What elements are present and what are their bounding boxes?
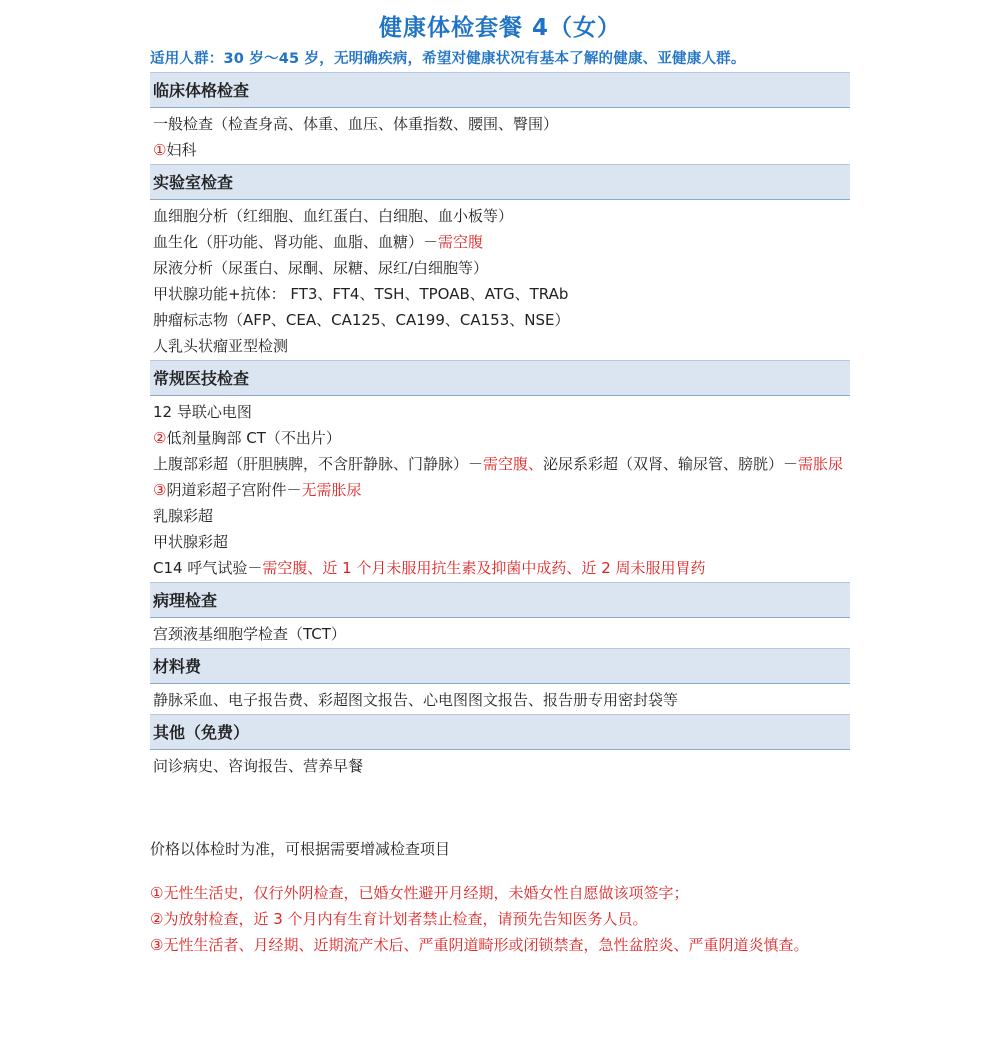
- section-items: [150, 618, 850, 648]
- item-text: 甲状腺彩超: [153, 533, 229, 551]
- item-note-text: 需空腹、: [483, 455, 544, 473]
- item-note-text: ③: [153, 481, 167, 499]
- section-items: [150, 396, 850, 582]
- item-text: 尿液分析（尿蛋白、尿酮、尿糖、尿红/白细胞等）: [153, 259, 489, 277]
- item-text: 一般检查（检查身高、体重、血压、体重指数、腰围、臀围）: [153, 115, 559, 133]
- item-note-text: 需胀尿: [798, 455, 844, 473]
- item-text: 问诊病史、咨询报告、营养早餐: [153, 757, 364, 775]
- exam-item: [153, 255, 850, 281]
- exam-item: [153, 111, 850, 137]
- exam-item: [153, 229, 850, 255]
- exam-item: [153, 621, 850, 647]
- item-note-text: ②: [153, 429, 167, 447]
- target-audience: 适用人群：30 岁～45 岁，无明确疾病，希望对健康状况有基本了解的健康、亚健康人群。: [150, 51, 746, 67]
- exam-item: [153, 307, 850, 333]
- item-text: 12 导联心电图: [153, 403, 252, 421]
- exam-item: [153, 399, 850, 425]
- exam-item: [153, 503, 850, 529]
- item-text: 乳腺彩超: [153, 507, 214, 525]
- exam-item: [153, 281, 850, 307]
- item-text: 甲状腺功能+抗体： FT3、FT4、TSH、TPOAB、ATG、TRAb: [153, 285, 569, 303]
- section-header: 病理检查: [150, 582, 850, 618]
- item-text: 阴道彩超子宫附件－: [166, 481, 302, 499]
- item-text: 上腹部彩超（肝胆胰脾，不含肝静脉、门静脉）－: [153, 455, 484, 473]
- price-note: 价格以体检时为准，可根据需要增减检查项目: [150, 840, 451, 858]
- package-document: [150, 0, 850, 958]
- sections-container: [150, 72, 850, 780]
- item-note-text: 无需胀尿: [301, 481, 362, 499]
- exam-item: [153, 425, 850, 451]
- page-title: 健康体检套餐 4（女）: [378, 15, 621, 41]
- section-items: [150, 684, 850, 714]
- item-text: 人乳头状瘤亚型检测: [153, 337, 289, 355]
- exam-item: [153, 137, 850, 163]
- item-text: 血生化（肝功能、肾功能、血脂、血糖）－: [153, 233, 439, 251]
- footnotes: [150, 880, 850, 958]
- footnote-3: ③无性生活者、月经期、近期流产术后、严重阴道畸形或闭锁禁查，急性盆腔炎、严重阴道炎慎查。: [150, 936, 809, 954]
- exam-item: [153, 687, 850, 713]
- exam-item: [153, 451, 850, 477]
- item-note-text: 需空腹、近 1 个月未服用抗生素及抑菌中成药、近 2 周未服用胃药: [262, 559, 706, 577]
- item-note-text: 需空腹: [438, 233, 484, 251]
- item-text: 泌尿系彩超（双肾、输尿管、膀胱）－: [543, 455, 799, 473]
- section-header: 其他（免费）: [150, 714, 850, 750]
- section-header: 常规医技检查: [150, 360, 850, 396]
- section-header: 材料费: [150, 648, 850, 684]
- exam-item: [153, 477, 850, 503]
- footnote-1: ①无性生活史，仅行外阴检查，已婚女性避开月经期，未婚女性自愿做该项签字；: [150, 884, 689, 902]
- item-text: 妇科: [166, 141, 197, 159]
- exam-item: [153, 529, 850, 555]
- footnote-2: ②为放射检查，近 3 个月内有生育计划者禁止检查，请预先告知医务人员。: [150, 910, 648, 928]
- exam-item: [153, 555, 850, 581]
- item-text: 宫颈液基细胞学检查（TCT）: [153, 625, 346, 643]
- spacer: [150, 780, 850, 836]
- item-text: C14 呼气试验－: [153, 559, 263, 577]
- section-items: [150, 200, 850, 360]
- item-text: 肿瘤标志物（AFP、CEA、CA125、CA199、CA153、NSE）: [153, 311, 570, 329]
- exam-item: [153, 753, 850, 779]
- item-note-text: ①: [153, 141, 167, 159]
- section-header: 临床体格检查: [150, 72, 850, 108]
- exam-item: [153, 203, 850, 229]
- section-header: 实验室检查: [150, 164, 850, 200]
- item-text: 血细胞分析（红细胞、血红蛋白、白细胞、血小板等）: [153, 207, 514, 225]
- section-items: [150, 108, 850, 164]
- item-text: 静脉采血、电子报告费、彩超图文报告、心电图图文报告、报告册专用密封袋等: [153, 691, 679, 709]
- section-items: [150, 750, 850, 780]
- item-text: 低剂量胸部 CT（不出片）: [166, 429, 341, 447]
- exam-item: [153, 333, 850, 359]
